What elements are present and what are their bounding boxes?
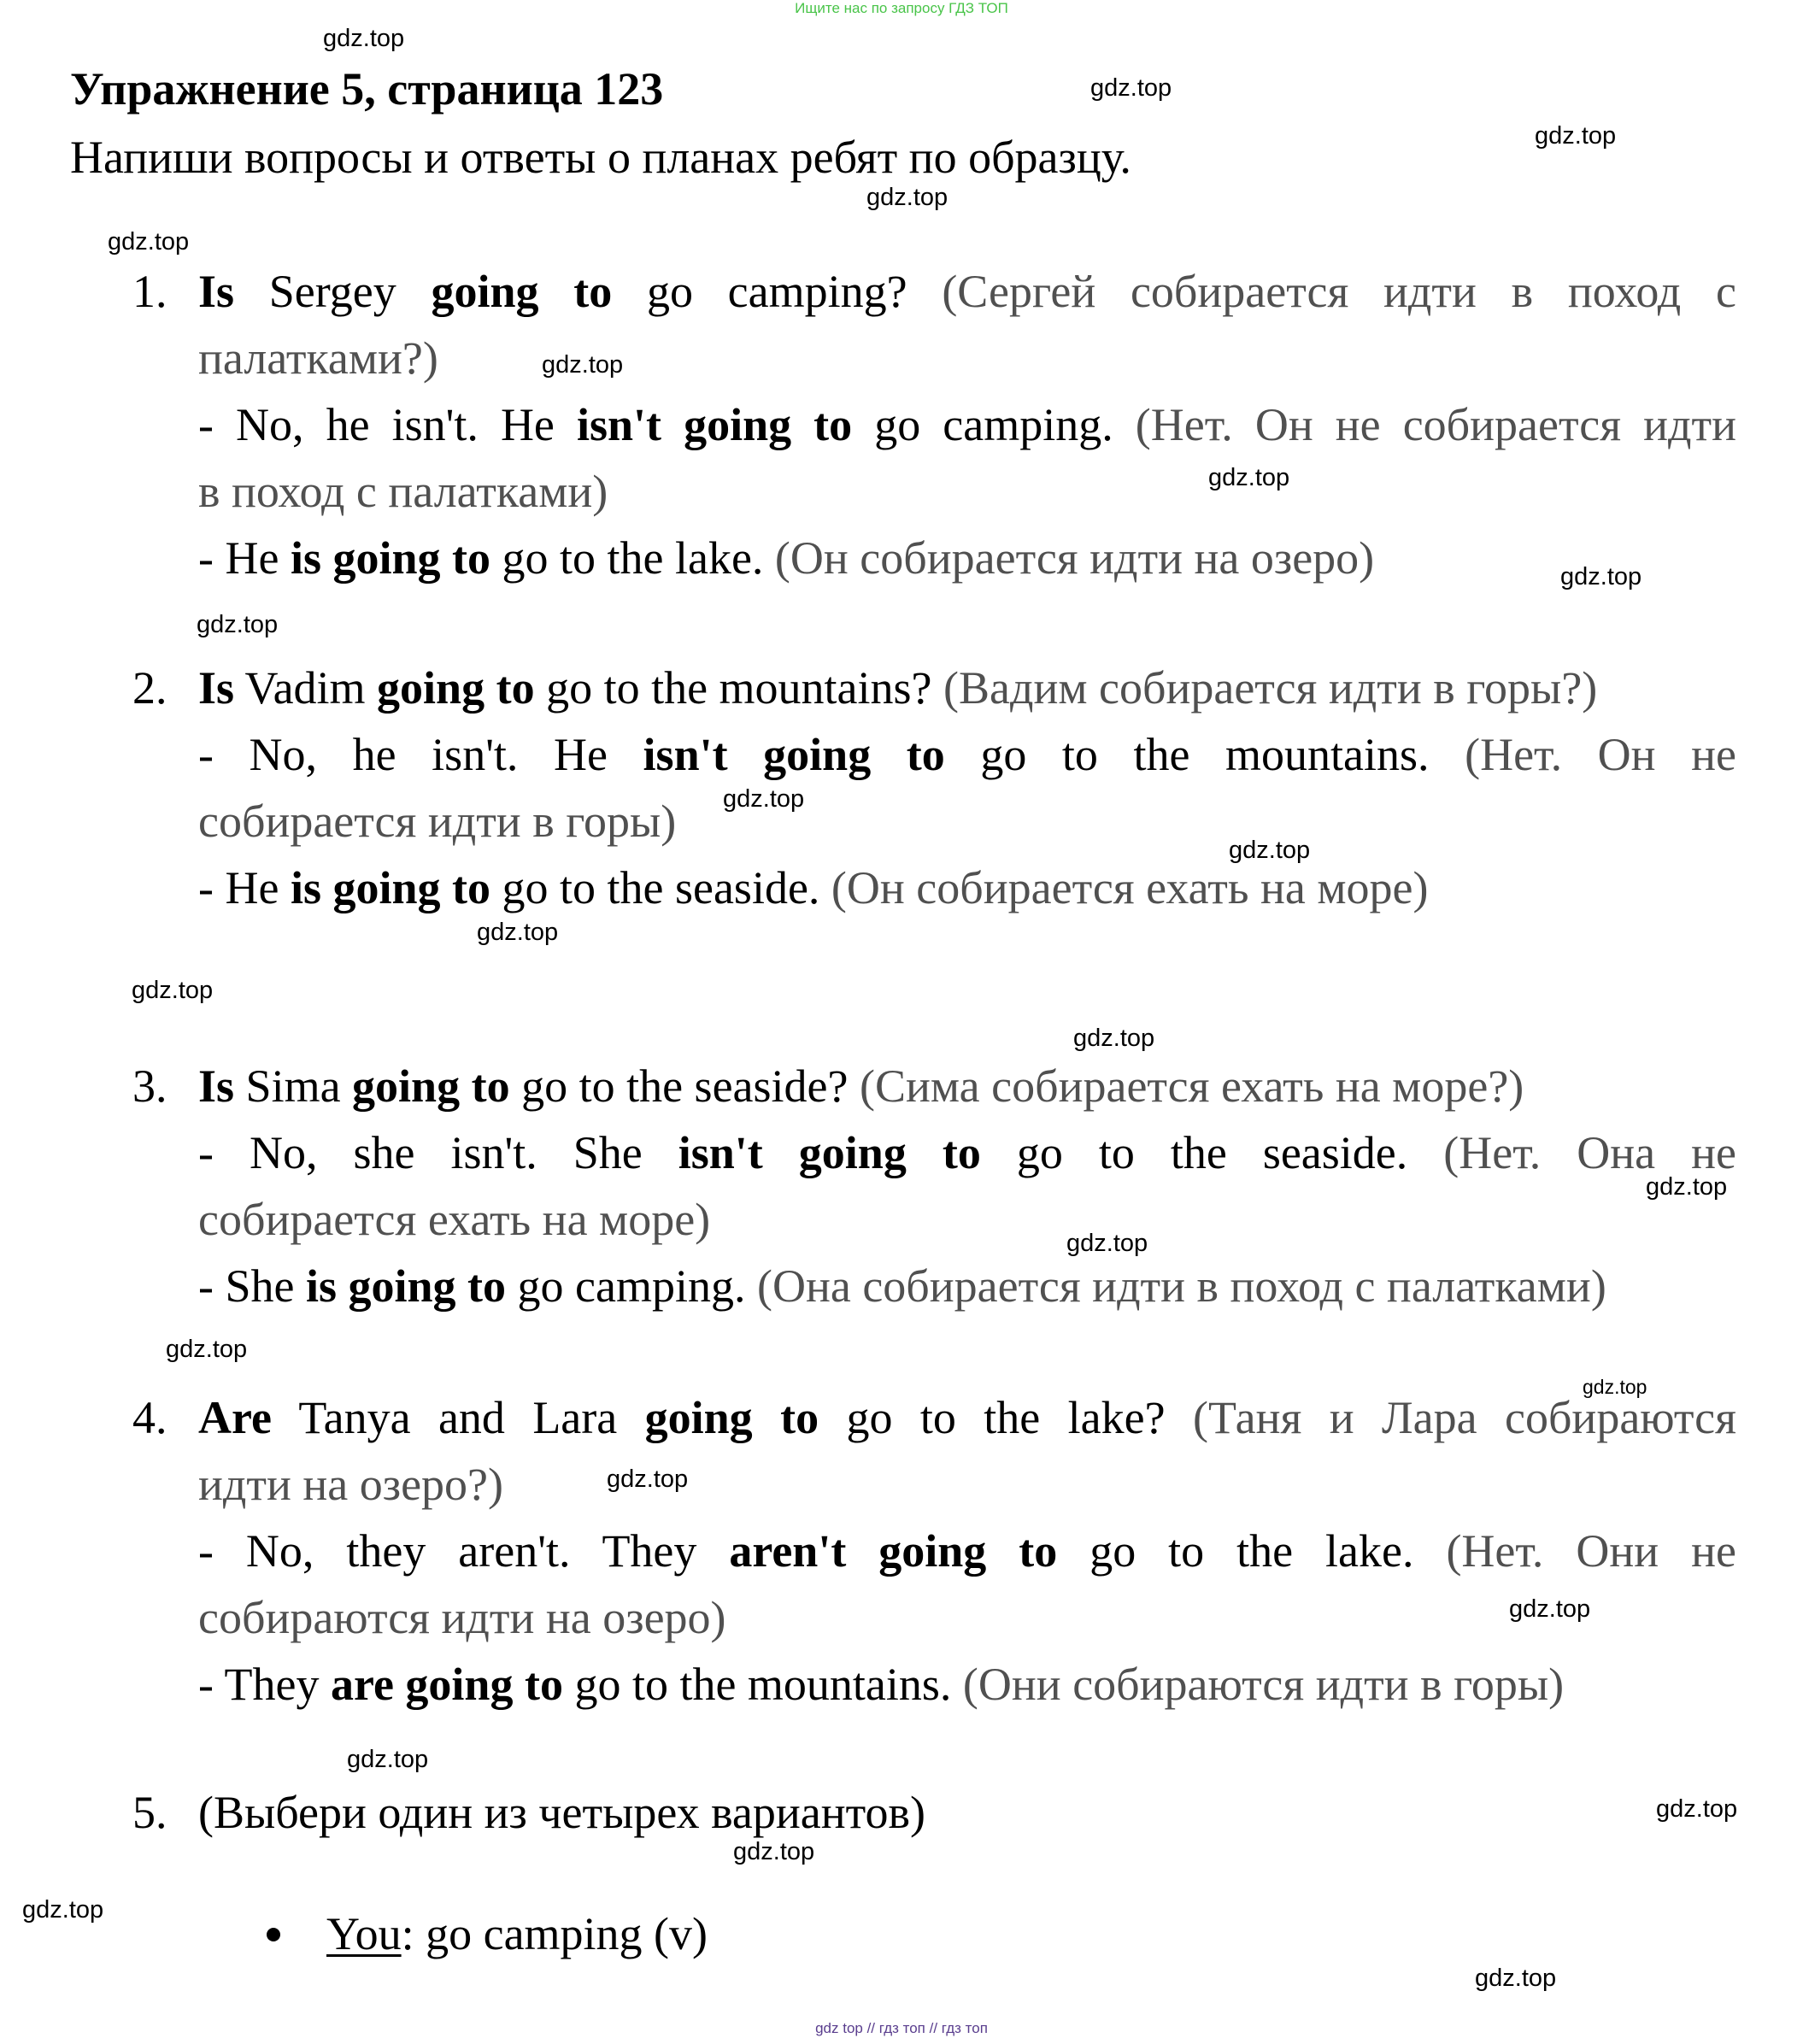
bold-phrase: going to — [377, 662, 535, 714]
answer-text: Sergey — [234, 266, 432, 317]
answer-text: - No, he isn't. He — [198, 399, 577, 450]
translation-text: (Она собирается идти в поход с палатками) — [756, 1260, 1606, 1312]
item-line — [198, 391, 1736, 458]
bullet-item — [326, 1900, 708, 1967]
watermark: gdz.top — [542, 351, 624, 379]
watermark: gdz.top — [166, 1336, 248, 1363]
item-line — [198, 1518, 1736, 1584]
item-number: 5. — [132, 1787, 167, 1838]
watermark: gdz.top — [108, 228, 190, 256]
bold-phrase: going to — [431, 266, 613, 317]
answer-text: go camping? — [612, 266, 943, 317]
watermark: gdz.top — [607, 1465, 689, 1493]
bold-phrase: aren't going to — [729, 1525, 1058, 1577]
translation-text: идти на озеро?) — [198, 1459, 503, 1510]
watermark: gdz.top — [1583, 1376, 1647, 1398]
answer-text: go camping. — [506, 1260, 757, 1312]
watermark: gdz.top — [723, 785, 805, 813]
bold-phrase: going to — [352, 1060, 510, 1112]
page-title: Упражнение 5, страница 123 — [70, 63, 664, 115]
answer-text: - He — [198, 532, 291, 584]
bold-phrase: is going to — [305, 1260, 507, 1312]
watermark: gdz.top — [1066, 1230, 1148, 1257]
answer-text: go to the mountains? — [534, 662, 944, 714]
bold-phrase: is going to — [290, 862, 490, 913]
translation-text: (Он собирается идти на озеро) — [774, 532, 1375, 584]
item-line — [198, 655, 1736, 721]
item-line — [198, 788, 1736, 855]
answer-text: Vadim — [234, 662, 378, 714]
translation-text: (Он собирается ехать на море) — [831, 862, 1429, 913]
answer-text: - No, they aren't. They — [198, 1525, 730, 1577]
item-line — [198, 1651, 1736, 1718]
answer-text: Sima — [234, 1060, 353, 1112]
answer-text: (Выбери один из четырех вариантов) — [198, 1787, 926, 1838]
watermark: gdz.top — [323, 25, 405, 52]
instruction: Напиши вопросы и ответы о планах ребят по образцу. — [70, 132, 1131, 183]
watermark: gdz.top — [1646, 1173, 1728, 1201]
answer-text: - She — [198, 1260, 306, 1312]
bold-phrase: isn't going to — [643, 729, 945, 780]
answer-text: go to the mountains. — [944, 729, 1465, 780]
watermark: gdz.top — [132, 977, 214, 1004]
footer-text: gdz top // гдз топ // гдз топ — [815, 2020, 988, 2036]
answer-text: go to the seaside? — [509, 1060, 860, 1112]
watermark: gdz.top — [197, 611, 279, 638]
watermark: gdz.top — [1090, 74, 1172, 102]
item-line — [198, 458, 1736, 525]
item-line — [198, 721, 1736, 788]
answer-text: - He — [198, 862, 291, 913]
translation-text: собирается идти в горы) — [198, 796, 677, 847]
answer-text: go to the lake. — [1057, 1525, 1447, 1577]
translation-text: (Нет. Они не — [1446, 1525, 1736, 1577]
watermark: gdz.top — [1208, 464, 1290, 491]
item-line — [198, 855, 1736, 921]
translation-text: (Вадим собирается идти в горы?) — [943, 662, 1598, 714]
translation-text: (Они собираются идти в горы) — [962, 1659, 1565, 1710]
watermark: gdz.top — [1656, 1795, 1738, 1823]
watermark: gdz.top — [1073, 1025, 1155, 1052]
answer-text: - They — [198, 1659, 331, 1710]
bullet-dot — [267, 1928, 280, 1941]
bold-phrase: are going to — [330, 1659, 563, 1710]
bold-phrase: Are — [198, 1392, 272, 1443]
watermark: gdz.top — [347, 1746, 429, 1773]
item-line — [198, 325, 1736, 391]
translation-text: (Сергей собирается идти в поход с — [942, 266, 1736, 317]
item-line — [198, 1451, 1736, 1518]
watermark: gdz.top — [477, 919, 559, 946]
watermark: gdz.top — [866, 184, 948, 211]
answer-text: Tanya and Lara — [271, 1392, 645, 1443]
translation-text: (Сима собирается ехать на море?) — [859, 1060, 1524, 1112]
bold-phrase: Is — [198, 1060, 235, 1112]
item-line — [198, 1053, 1736, 1119]
item-line — [198, 1384, 1736, 1451]
watermark: gdz.top — [1229, 837, 1311, 864]
item-line — [198, 258, 1736, 325]
translation-text: (Нет. Он не — [1465, 729, 1736, 780]
answer-text: go to the lake. — [490, 532, 775, 584]
item-number: 3. — [132, 1060, 167, 1112]
item-line — [198, 1119, 1736, 1186]
item-line — [198, 1186, 1736, 1253]
bold-phrase: isn't going to — [576, 399, 853, 450]
item-line — [198, 1779, 1736, 1846]
watermark: gdz.top — [22, 1896, 104, 1924]
translation-text: в поход с палатками) — [198, 466, 608, 517]
watermark: gdz.top — [1535, 122, 1617, 150]
translation-text: собирается ехать на море) — [198, 1194, 711, 1245]
watermark: gdz.top — [1560, 563, 1642, 590]
answer-text: go to the seaside. — [490, 862, 831, 913]
translation-text: собираются идти на озеро) — [198, 1592, 726, 1643]
bullet-text: : go camping (v) — [401, 1908, 708, 1959]
item-number: 2. — [132, 662, 167, 714]
answer-text: - No, she isn't. She — [198, 1127, 678, 1178]
translation-text: (Нет. Он не собирается идти — [1135, 399, 1736, 450]
translation-text: (Нет. Она не — [1443, 1127, 1736, 1178]
bold-phrase: Is — [198, 662, 235, 714]
answer-text: go camping. — [852, 399, 1136, 450]
bold-phrase: going to — [644, 1392, 819, 1443]
bold-phrase: isn't going to — [678, 1127, 981, 1178]
item-line — [198, 1584, 1736, 1651]
item-line — [198, 1253, 1736, 1319]
bullet-subject: You — [326, 1908, 402, 1959]
item-number: 1. — [132, 266, 167, 317]
watermark: gdz.top — [1509, 1595, 1591, 1623]
answer-text: go to the seaside. — [980, 1127, 1444, 1178]
answer-text: go to the mountains. — [562, 1659, 963, 1710]
bold-phrase: Is — [198, 266, 235, 317]
answer-text: go to the lake? — [819, 1392, 1193, 1443]
bold-phrase: is going to — [290, 532, 490, 584]
translation-text: (Таня и Лара собираются — [1192, 1392, 1736, 1443]
item-number: 4. — [132, 1392, 167, 1443]
answer-text: - No, he isn't. He — [198, 729, 643, 780]
top-banner: Ищите нас по запросу ГДЗ ТОП — [795, 0, 1008, 16]
watermark: gdz.top — [1475, 1965, 1557, 1992]
translation-text: палатками?) — [198, 332, 438, 384]
item-line — [198, 525, 1736, 591]
watermark: gdz.top — [733, 1838, 815, 1865]
